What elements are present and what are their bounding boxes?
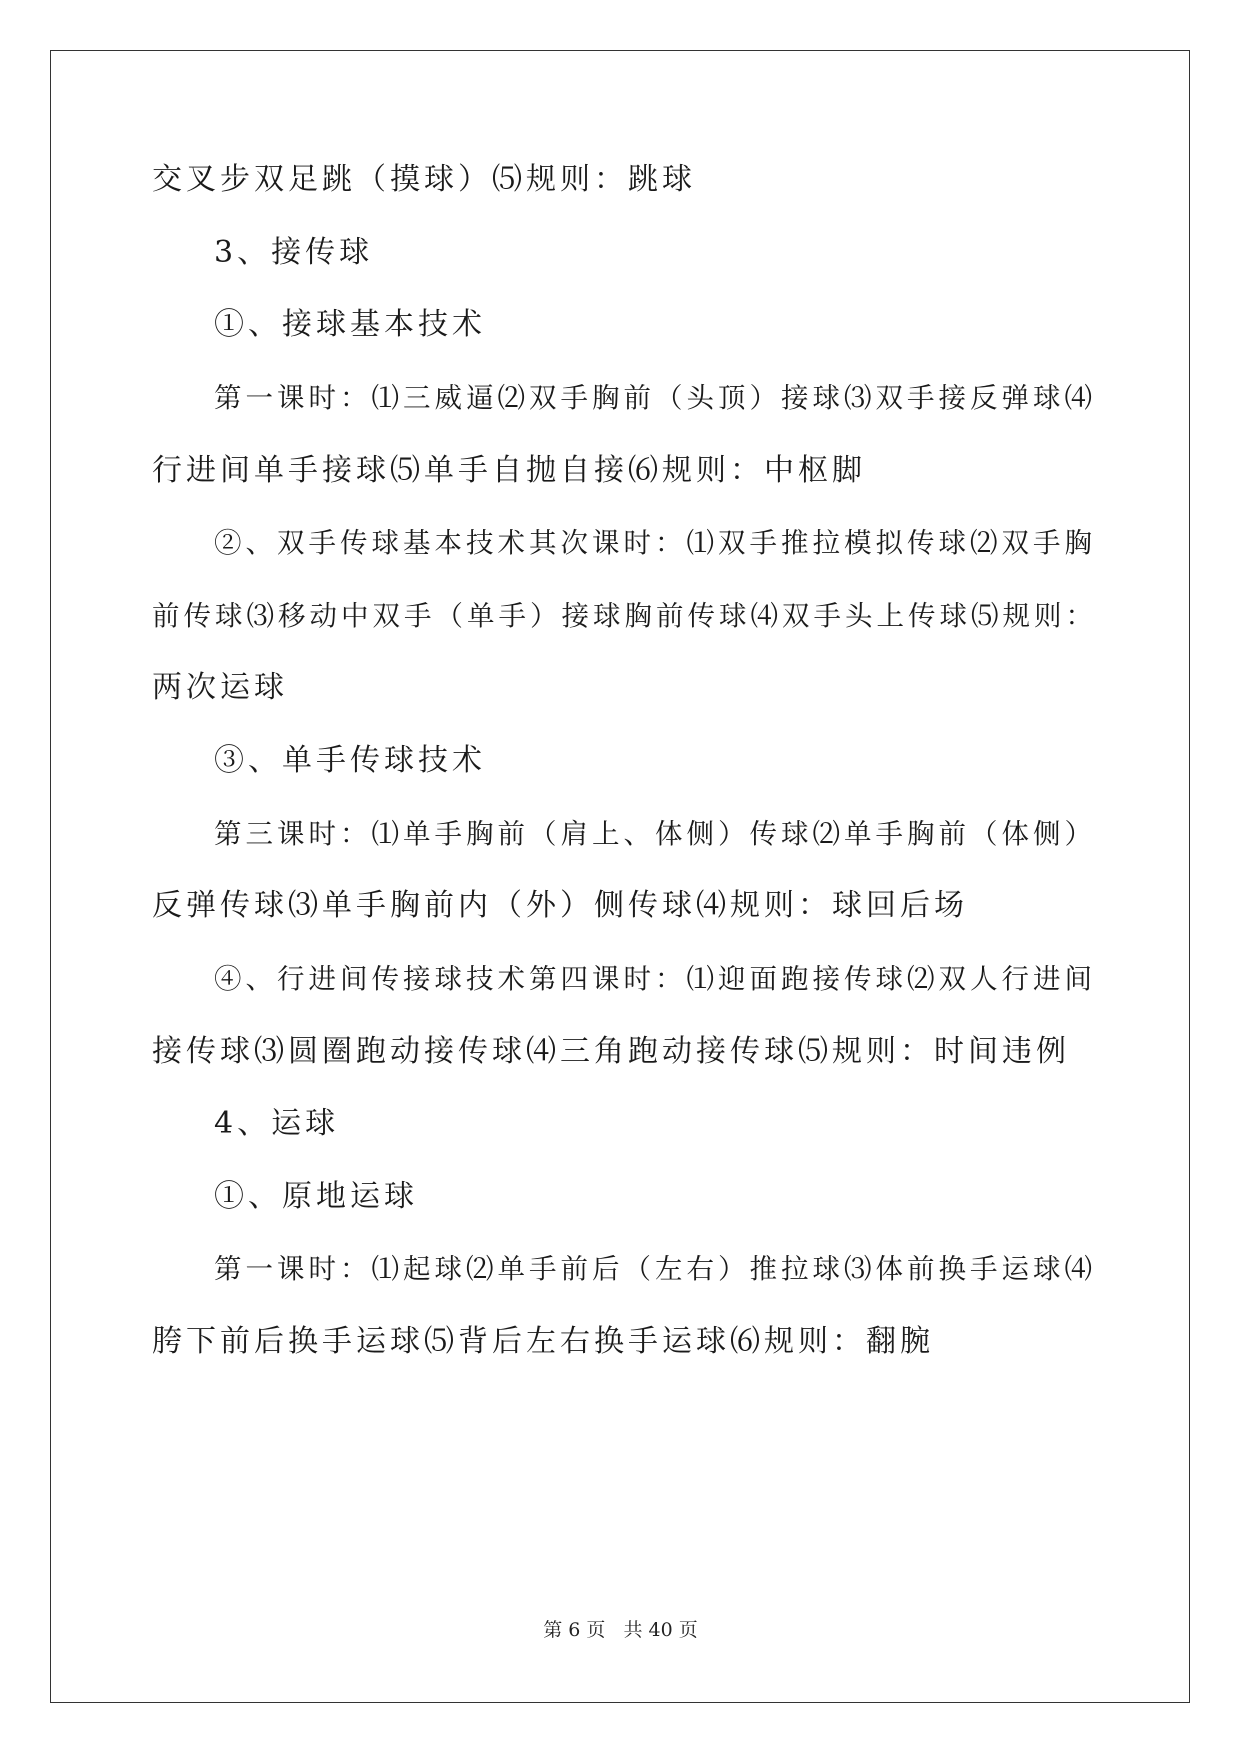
text-line: 第一课时：⑴三威逼⑵双手胸前（头顶）接球⑶双手接反弹球⑷: [214, 382, 1096, 414]
subsection-heading: ①、原地运球: [214, 1179, 418, 1214]
page-number: 第 6 页: [543, 1619, 606, 1641]
subsection-heading: ②、双手传球基本技术其次课时：⑴双手推拉模拟传球⑵双手胸: [214, 527, 1096, 559]
page-footer: [0, 1618, 1241, 1642]
text-line: 交叉步双足跳（摸球）⑸规则：跳球: [152, 162, 696, 197]
text-line: 行进间单手接球⑸单手自抛自接⑹规则：中枢脚: [152, 453, 866, 488]
subsection-heading: ④、行进间传接球技术第四课时：⑴迎面跑接传球⑵双人行进间: [214, 963, 1096, 995]
page-total: 共 40 页: [623, 1619, 698, 1641]
text-line: 前传球⑶移动中双手（单手）接球胸前传球⑷双手头上传球⑸规则：: [152, 600, 1097, 632]
page-border: [50, 50, 1190, 1703]
section-heading: 4、运球: [214, 1106, 340, 1141]
section-heading: 3、接传球: [214, 235, 374, 270]
text-line: 两次运球: [152, 670, 288, 705]
subsection-heading: ③、单手传球技术: [214, 743, 486, 778]
subsection-heading: ①、接球基本技术: [214, 307, 486, 342]
text-line: 接传球⑶圆圈跑动接传球⑷三角跑动接传球⑸规则：时间违例: [152, 1034, 1070, 1069]
text-line: 第一课时：⑴起球⑵单手前后（左右）推拉球⑶体前换手运球⑷: [214, 1253, 1096, 1285]
text-line: 胯下前后换手运球⑸背后左右换手运球⑹规则：翻腕: [152, 1324, 934, 1359]
text-line: 第三课时：⑴单手胸前（肩上、体侧）传球⑵单手胸前（体侧）: [214, 818, 1096, 850]
text-line: 反弹传球⑶单手胸前内（外）侧传球⑷规则：球回后场: [152, 888, 968, 923]
